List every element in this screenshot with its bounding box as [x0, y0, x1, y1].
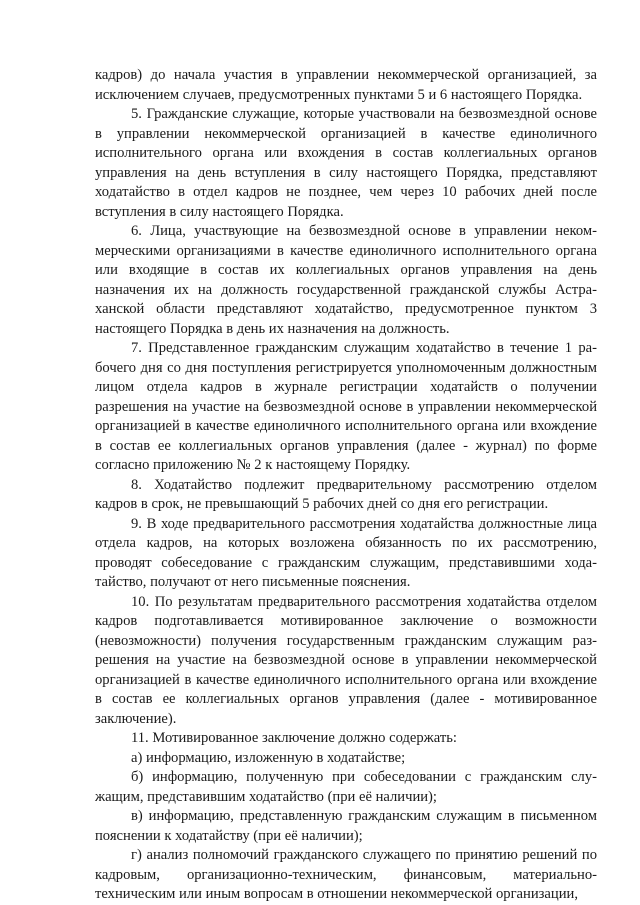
subitem-b: б) информацию, полученную при собеседовании с гражданским служащим, представившим ходатайство (при её наличии); [95, 769, 597, 805]
subitem-v: в) информацию, представленную гражданским служащим в письменном пояснении к ходатайству (при её наличии); [95, 808, 597, 844]
paragraph-item-5: 5. Гражданские служащие, которые участвовали на безвозмездной основе в управлении некоммерческой организацией в качестве единоличного исполнительного органа или вхождения в состав коллегиальных органов управления на день вступления в силу настоящего Порядка, представляют ходатайство в отдел кадров не позднее, чем через 10 рабочих дней после вступления в силу настоящего Порядка. [95, 106, 597, 220]
subitem-a: а) информацию, изложенную в ходатайстве; [131, 749, 406, 766]
paragraph-item-9: 9. В ходе предварительного рассмотрения ходатайства должностные лица отдела кадров, на которых возложена обязанность по их рассмотрению, проводят собеседование с гражданским служащим, представившими ходатайство, получают от него письменные пояснения. [95, 515, 597, 590]
subitem-g: г) анализ полномочий гражданского служащего по принятию решений по кадровым, организационно-техническим, финансовым, материально-техническим или иным вопросам в отношении некоммерческой организации, [95, 847, 597, 902]
paragraph-continuation: кадров) до начала участия в управлении некоммерческой организацией, за исключением случаев, предусмотренных пунктами 5 и 6 настоящего Порядка. [95, 67, 597, 103]
paragraph-item-7: 7. Представленное гражданским служащим ходатайство в течение 1 рабочего дня со дня поступления регистрируется уполномоченным должностным лицом отдела кадров в журнале регистрации ходатайств о получении разрешения на участие на безвозмездной основе в управлении некоммерческой организацией в качестве единоличного исполнительного органа или вхождение в состав ее коллегиальных органов управления (далее - журнал) по форме согласно приложению № 2 к настоящему Порядку. [95, 340, 597, 473]
paragraph-item-8: 8. Ходатайство подлежит предварительному рассмотрению отделом кадров в срок, не превышающий 5 рабочих дней со дня его регистрации. [95, 476, 597, 512]
document-page [95, 66, 597, 905]
paragraph-item-11: 11. Мотивированное заключение должно содержать: [131, 730, 457, 746]
paragraph-item-6: 6. Лица, участвующие на безвозмездной основе в управлении некоммерческими организациями в качестве единоличного исполнительного органа или входящие в состав их коллегиальных органов управления на день назначения их на должность государственной гражданской службы Астраханской области представляют ходатайство, предусмотренное пунктом 3 настоящего Порядка в день их назначения на должность. [95, 223, 597, 337]
paragraph-item-10: 10. По результатам предварительного рассмотрения ходатайства отделом кадров подготавливается мотивированное заключение о возможности (невозможности) получения государственным гражданским служащим разрешения на участие на безвозмездной основе в управлении некоммерческой организацией в качестве единоличного исполнительного органа или вхождение в состав ее коллегиальных органов управления (далее - мотивированное заключение). [95, 593, 597, 727]
